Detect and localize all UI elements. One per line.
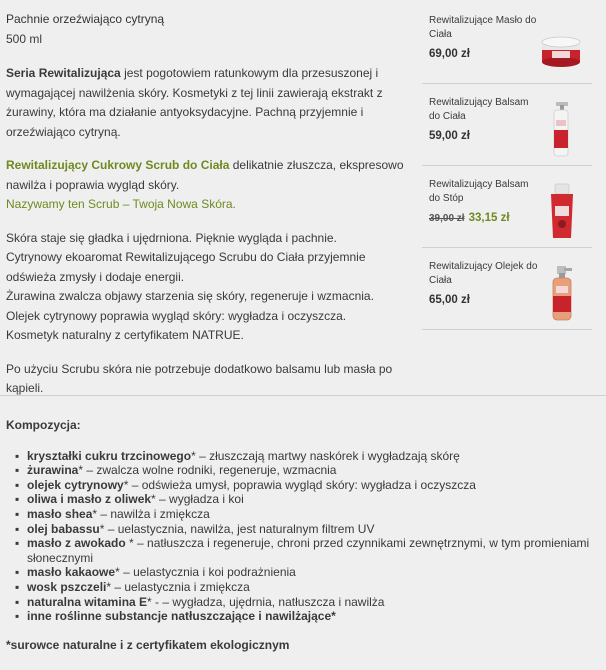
ingredient-desc: * – uelastycznia, nawilża, jest naturalnym filtrem UV (99, 521, 375, 536)
old-price: 39,00 zł (429, 213, 465, 224)
slogan: Nazywamy ten Scrub – Twoja Nowa Skóra. (6, 197, 236, 211)
ingredient-desc: * – uelastycznia i zmiękcza (106, 579, 250, 594)
spray-bottle-icon[interactable] (540, 264, 582, 322)
product-card-price: 65,00 zł (429, 294, 470, 306)
benefit-line: Cytrynowy ekoaromat Rewitalizującego Scrubu do Ciała przyjemnie odświeża zmysły i dodaje energii. (6, 250, 366, 284)
ingredient-item (15, 522, 602, 537)
jar-icon[interactable] (540, 18, 582, 76)
ingredient-name: masło z awokado (27, 536, 126, 551)
ingredient-name: naturalna witamina E (27, 594, 148, 609)
ingredient-name: żurawina (27, 463, 79, 478)
ingredient-item (15, 609, 602, 624)
product-card[interactable] (422, 10, 592, 84)
product-intro-paragraph (6, 156, 414, 215)
ingredient-item (15, 536, 602, 565)
benefits-paragraph (6, 229, 414, 346)
ingredient-item (15, 492, 602, 507)
ingredient-item (15, 463, 602, 478)
ingredient-list (6, 449, 602, 624)
composition-heading: Kompozycja: (6, 418, 81, 432)
ingredient-name: olej babassu (27, 521, 100, 536)
ingredient-desc: * - – wygładza, ujędrnia, natłuszcza i nawilża (147, 594, 385, 609)
benefit-line: Żurawina zwalcza objawy starzenia się skóry, regeneruje i wzmacnia. (6, 289, 374, 303)
ingredient-name: oliwa i masło z oliwek (27, 492, 152, 507)
pump-bottle-icon[interactable] (540, 100, 582, 158)
ingredient-item (15, 595, 602, 610)
tube-icon[interactable] (540, 182, 582, 240)
ingredient-item (15, 478, 602, 493)
product-card[interactable] (422, 174, 592, 248)
ingredient-name: inne roślinne substancje natłuszczające i nawilżające* (27, 609, 336, 624)
series-text: jest pogotowiem ratunkowym dla przesuszonej i wymagającej nawilżenia skóry. Kosmetyki z tej linii zawierają ekstrakt z żurawiny, która ma działanie antyoksydacyjne. Pachną przyjemnie i orzeźwiająco cytryną. (6, 66, 383, 139)
ingredient-desc: * – zwalcza wolne rodniki, regeneruje, wzmacnia (78, 463, 337, 478)
product-card[interactable] (422, 256, 592, 330)
product-intro-text: delikatnie złuszcza, ekspresowo nawilża i poprawia wygląd skóry. (6, 158, 404, 192)
product-card-name[interactable]: Rewitalizujący Balsam do Stóp (429, 179, 529, 204)
footnote: *surowce naturalne i z certyfikatem ekologicznym (6, 637, 290, 652)
ingredient-desc: * – nawilża i zmiękcza (92, 506, 210, 521)
ingredient-item (15, 507, 602, 522)
product-card-price: 59,00 zł (429, 130, 470, 142)
ingredient-name: olejek cytrynowy (27, 477, 124, 492)
related-products (422, 10, 592, 338)
ingredient-desc: * – złuszczają martwy naskórek i wygładzają skórę (191, 448, 460, 463)
composition-section (6, 418, 602, 652)
ingredient-item (15, 565, 602, 580)
ingredient-desc: * – odświeża umysł, poprawia wygląd skóry: wygładza i oczyszcza (123, 477, 476, 492)
ingredient-item (15, 580, 602, 595)
ingredient-name: masło shea (27, 506, 93, 521)
sale-price: 33,15 zł (468, 212, 510, 224)
product-volume: 500 ml (6, 31, 43, 46)
benefit-line: Kosmetyk naturalny z certyfikatem NATRUE. (6, 328, 244, 342)
product-link[interactable]: Rewitalizujący Cukrowy Scrub do Ciała (6, 158, 230, 172)
ingredient-name: masło kakaowe (27, 565, 116, 580)
series-paragraph (6, 64, 414, 142)
ingredient-desc: * – uelastycznia i koi podrażnienia (115, 565, 296, 580)
benefit-line: Skóra staje się gładka i ujędrniona. Pięknie wygląda i pachnie. (6, 230, 337, 245)
usage-paragraph: Po użyciu Scrubu skóra nie potrzebuje dodatkowo balsamu lub masła po kąpieli. (6, 361, 393, 395)
product-description (6, 10, 414, 413)
section-divider (0, 395, 606, 396)
series-name: Seria Rewitalizująca (6, 66, 121, 80)
ingredient-item (15, 449, 602, 464)
ingredient-name: kryształki cukru trzcinowego (27, 448, 192, 463)
product-card[interactable] (422, 92, 592, 166)
ingredient-name: wosk pszczeli (27, 579, 107, 594)
product-title: Pachnie orzeźwiająco cytryną (6, 12, 165, 26)
benefit-line: Olejek cytrynowy poprawia wygląd skóry: wygładza i oczyszcza. (6, 308, 347, 323)
product-card-price: 69,00 zł (429, 48, 470, 60)
product-card-name[interactable]: Rewitalizujące Masło do Ciała (429, 15, 537, 40)
ingredient-desc: * – natłuszcza i regeneruje, chroni przed czynnikami zewnętrznymi, w tym promieniami słonecznymi (27, 536, 590, 565)
product-card-name[interactable]: Rewitalizujący Balsam do Ciała (429, 97, 529, 122)
product-card-name[interactable]: Rewitalizujący Olejek do Ciała (429, 261, 538, 286)
ingredient-desc: * – wygładza i koi (151, 492, 244, 507)
